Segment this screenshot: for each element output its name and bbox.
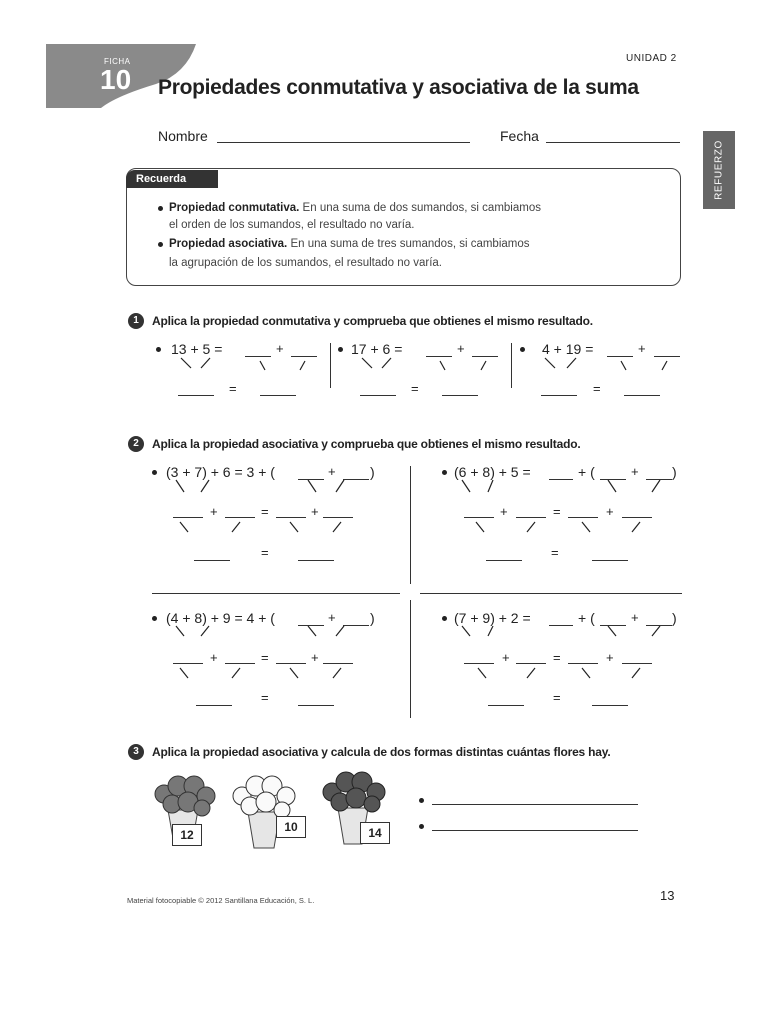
answer-blank[interactable] — [622, 517, 652, 518]
equals-sign: = — [553, 650, 561, 665]
fecha-label: Fecha — [500, 128, 539, 144]
answer-blank[interactable] — [646, 625, 672, 626]
rule-conmutativa-name: Propiedad conmutativa. — [169, 202, 300, 214]
equals-sign: = — [261, 504, 269, 519]
equals-sign: = — [553, 690, 561, 705]
plus-sign: + — [631, 464, 639, 479]
plus-sign: + — [276, 341, 284, 356]
bullet — [152, 616, 157, 621]
answer-blank[interactable] — [343, 479, 369, 480]
ex1-item2-expression: 17 + 6 = — [351, 341, 403, 357]
answer-blank[interactable] — [298, 479, 324, 480]
answer-blank[interactable] — [298, 705, 334, 706]
equals-sign: = — [261, 690, 269, 705]
equals-sign: = — [553, 504, 561, 519]
plus-sign: + — [500, 504, 508, 519]
close-paren: ) — [370, 464, 375, 480]
rule-conmutativa-text: En una suma de dos sumandos, si cambiamos — [299, 202, 541, 214]
ficha-label: FICHA — [104, 57, 131, 66]
answer-blank[interactable] — [298, 560, 334, 561]
exercise-3-number: 3 — [128, 744, 144, 760]
equals-sign: = — [411, 381, 419, 396]
close-paren: ) — [370, 610, 375, 626]
answer-blank[interactable] — [298, 625, 324, 626]
bouquet-white-image — [228, 772, 300, 854]
answer-blank[interactable] — [549, 479, 573, 480]
equals-sign: = — [261, 545, 269, 560]
plus-sign: + — [210, 504, 218, 519]
rule-asociativa-line2: la agrupación de los sumandos, el resultado no varía. — [169, 257, 442, 269]
rule-asociativa-text: En una suma de tres sumandos, si cambiamos — [287, 238, 530, 250]
bullet — [419, 824, 424, 829]
exercise-3-instruction: Aplica la propiedad asociativa y calcula de dos formas distintas cuántas flores hay. — [152, 745, 611, 759]
copyright-footer: Material fotocopiable © 2012 Santillana Educación, S. L. — [127, 896, 315, 905]
answer-blank[interactable] — [549, 625, 573, 626]
exercise-2-number: 2 — [128, 436, 144, 452]
plus-sign: + — [606, 504, 614, 519]
grid-divider-horizontal — [152, 593, 400, 594]
bullet — [442, 616, 447, 621]
unit-label: UNIDAD 2 — [626, 53, 677, 64]
rule-conmutativa-line2: el orden de los sumandos, el resultado no varía. — [169, 219, 415, 231]
answer-blank[interactable] — [600, 479, 626, 480]
answer-blank[interactable] — [173, 517, 203, 518]
bullet — [152, 470, 157, 475]
answer-blank[interactable] — [600, 625, 626, 626]
answer-blank[interactable] — [225, 663, 255, 664]
exercise-2-instruction: Aplica la propiedad asociativa y comprueba que obtienes el mismo resultado. — [152, 437, 581, 451]
answer-blank[interactable] — [568, 517, 598, 518]
ex1-item1-expression: 13 + 5 = — [171, 341, 223, 357]
answer-blank[interactable] — [488, 705, 524, 706]
answer-blank[interactable] — [225, 517, 255, 518]
answer-blank[interactable] — [323, 517, 353, 518]
answer-blank[interactable] — [343, 625, 369, 626]
bullet — [442, 470, 447, 475]
page-number: 13 — [660, 888, 675, 903]
answer-blank[interactable] — [516, 517, 546, 518]
rule-asociativa-name: Propiedad asociativa. — [169, 238, 288, 250]
plus-sign: + — [638, 341, 646, 356]
close-paren: ) — [672, 464, 677, 480]
page-title: Propiedades conmutativa y asociativa de la suma — [158, 76, 639, 99]
ficha-number: 10 — [100, 64, 132, 95]
ex2-item1-expression: (3 + 7) + 6 = 3 + ( — [166, 464, 275, 480]
answer-blank[interactable] — [323, 663, 353, 664]
ex2-item3-expression: (4 + 8) + 9 = 4 + ( — [166, 610, 275, 626]
answer-line-2[interactable] — [432, 830, 638, 831]
answer-blank[interactable] — [592, 705, 628, 706]
answer-blank[interactable] — [196, 705, 232, 706]
plus-sign: + — [311, 650, 319, 665]
answer-blank[interactable] — [464, 517, 494, 518]
equals-sign: = — [593, 381, 601, 396]
equals-sign: = — [229, 381, 237, 396]
plus-sign: + — [210, 650, 218, 665]
bullet — [419, 798, 424, 803]
bouquet-2-count: 10 — [276, 816, 306, 838]
answer-blank[interactable] — [568, 663, 598, 664]
answer-line-1[interactable] — [432, 804, 638, 805]
equals-sign: = — [551, 545, 559, 560]
plus-sign: + — [311, 504, 319, 519]
close-paren: ) — [672, 610, 677, 626]
answer-blank[interactable] — [486, 560, 522, 561]
ex2-item2-expression: (6 + 8) + 5 = — [454, 464, 531, 480]
recuerda-heading: Recuerda — [126, 170, 218, 188]
answer-blank[interactable] — [516, 663, 546, 664]
answer-blank[interactable] — [276, 517, 306, 518]
answer-blank[interactable] — [173, 663, 203, 664]
nombre-label: Nombre — [158, 128, 208, 144]
plus-open-paren: + ( — [578, 610, 595, 626]
answer-blank[interactable] — [464, 663, 494, 664]
side-tab-label: REFUERZO — [713, 140, 725, 200]
bouquet-1-count: 12 — [172, 824, 202, 846]
exercise-1-number: 1 — [128, 313, 144, 329]
grid-divider-vertical — [410, 466, 411, 584]
answer-blank[interactable] — [622, 663, 652, 664]
ex2-item4-expression: (7 + 9) + 2 = — [454, 610, 531, 626]
grid-divider-vertical — [410, 600, 411, 718]
plus-sign: + — [457, 341, 465, 356]
ex1-item3-expression: 4 + 19 = — [542, 341, 594, 357]
plus-open-paren: + ( — [578, 464, 595, 480]
answer-blank[interactable] — [592, 560, 628, 561]
plus-sign: + — [631, 610, 639, 625]
bouquet-3-count: 14 — [360, 822, 390, 844]
equals-sign: = — [261, 650, 269, 665]
answer-blank[interactable] — [646, 479, 672, 480]
plus-sign: + — [502, 650, 510, 665]
grid-divider-horizontal — [420, 593, 682, 594]
exercise-1-instruction: Aplica la propiedad conmutativa y comprueba que obtienes el mismo resultado. — [152, 314, 593, 328]
plus-sign: + — [606, 650, 614, 665]
answer-blank[interactable] — [194, 560, 230, 561]
answer-blank[interactable] — [276, 663, 306, 664]
plus-sign: + — [328, 610, 336, 625]
plus-sign: + — [328, 464, 336, 479]
